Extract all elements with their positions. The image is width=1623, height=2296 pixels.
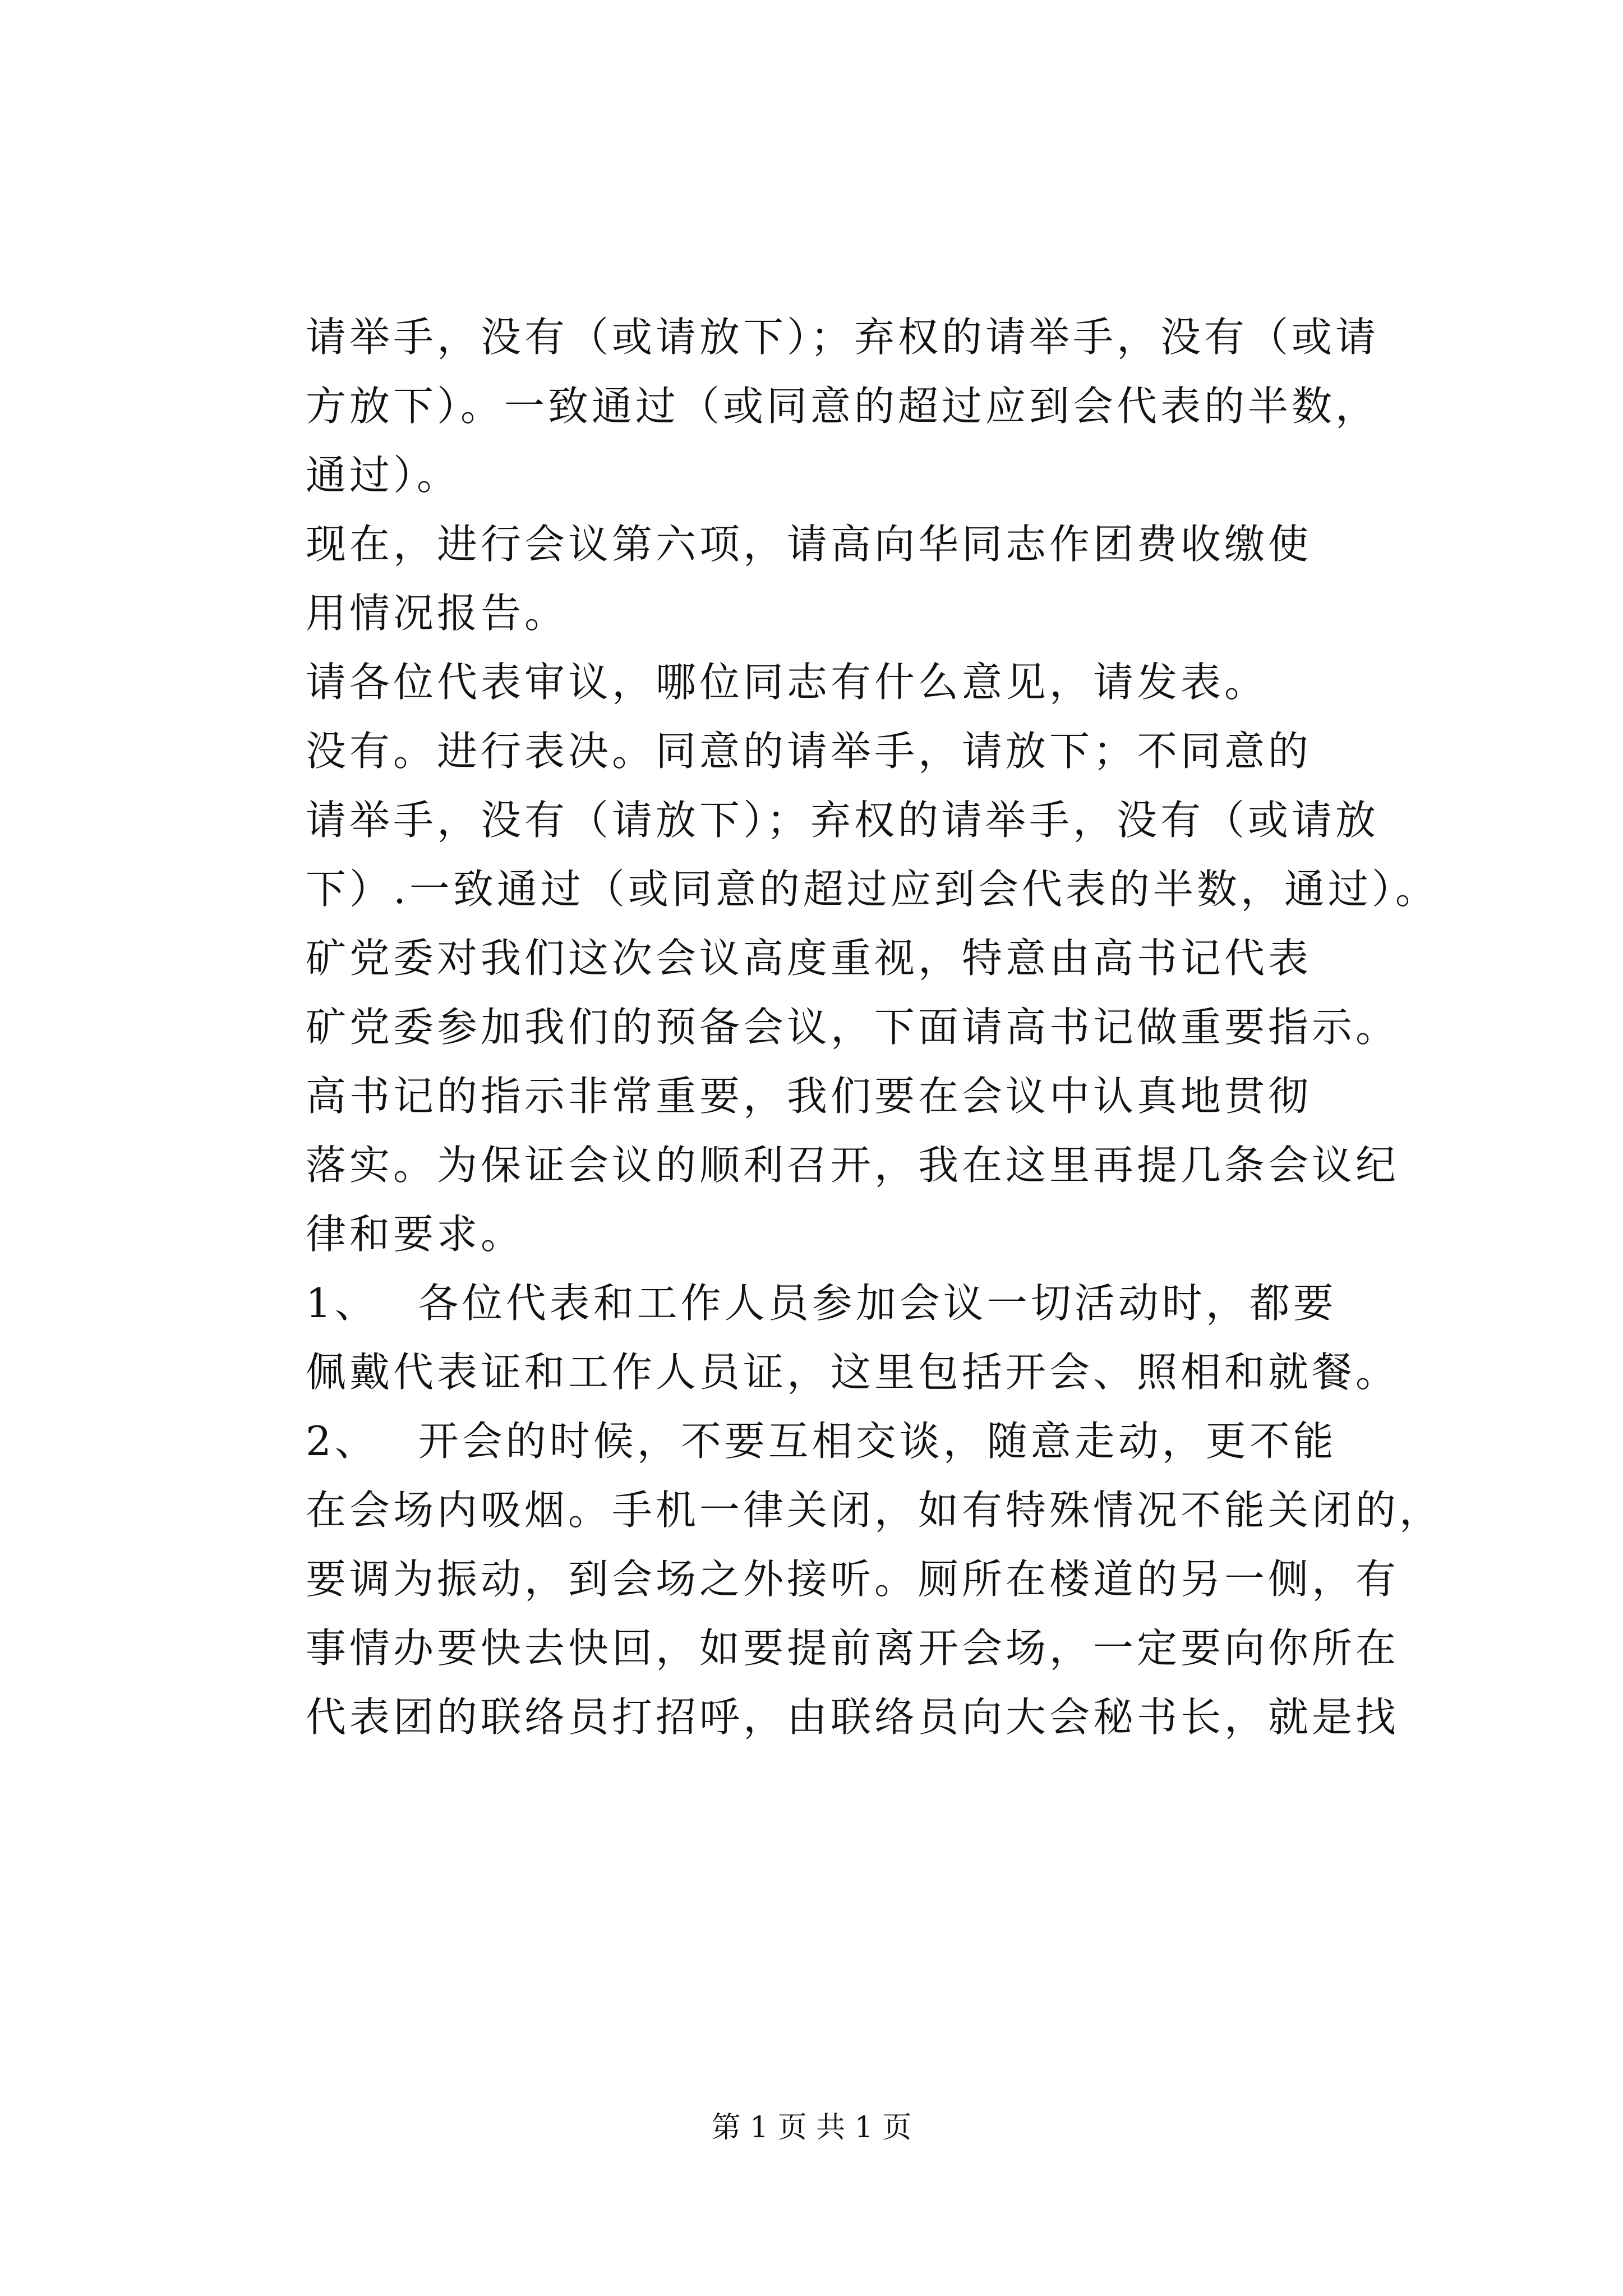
text-line: 高书记的指示非常重要，我们要在会议中认真地贯彻 [306,1073,1312,1120]
text-line: 要调为振动，到会场之外接听。厕所在楼道的另一侧，有 [306,1556,1400,1603]
text-line: 2、 开会的时候，不要互相交谈，随意走动，更不能 [306,1418,1337,1465]
document-body [306,303,1472,1752]
text-line: 请举手，没有（或请放下）；弃权的请举手，没有（或请 [306,314,1380,361]
text-line: 1、 各位代表和工作人员参加会议一切活动时，都要 [306,1280,1337,1327]
text-line: 落实。为保证会议的顺利召开，我在这里再提几条会议纪 [306,1142,1400,1189]
text-line: 请举手，没有（请放下）；弃权的请举手，没有（或请放 [306,797,1380,844]
text-line: 佩戴代表证和工作人员证，这里包括开会、照相和就餐。 [306,1349,1400,1396]
text-line: 现在，进行会议第六项，请高向华同志作团费收缴使 [306,521,1312,568]
text-line: 代表团的联络员打招呼，由联络员向大会秘书长，就是找 [306,1694,1400,1741]
text-line: 矿党委对我们这次会议高度重视，特意由高书记代表 [306,935,1312,982]
text-line: 下）.一致通过（或同意的超过应到会代表的半数，通过）。 [306,866,1439,913]
text-line: 请各位代表审议，哪位同志有什么意见，请发表。 [306,659,1269,706]
page-number-label: 第 1 页 共 1 页 [711,2111,912,2145]
page-footer [0,2108,1623,2147]
text-line: 在会场内吸烟。手机一律关闭，如有特殊情况不能关闭的， [306,1487,1444,1534]
text-line: 律和要求。 [306,1211,525,1258]
text-line: 通过）。 [306,452,461,499]
text-line: 事情办要快去快回，如要提前离开会场，一定要向你所在 [306,1625,1400,1672]
text-line: 用情况报告。 [306,590,569,637]
text-line: 没有。进行表决。同意的请举手，请放下；不同意的 [306,728,1312,775]
text-line: 矿党委参加我们的预备会议，下面请高书记做重要指示。 [306,1004,1400,1051]
text-line: 方放下）。一致通过（或同意的超过应到会代表的半数， [306,383,1380,430]
